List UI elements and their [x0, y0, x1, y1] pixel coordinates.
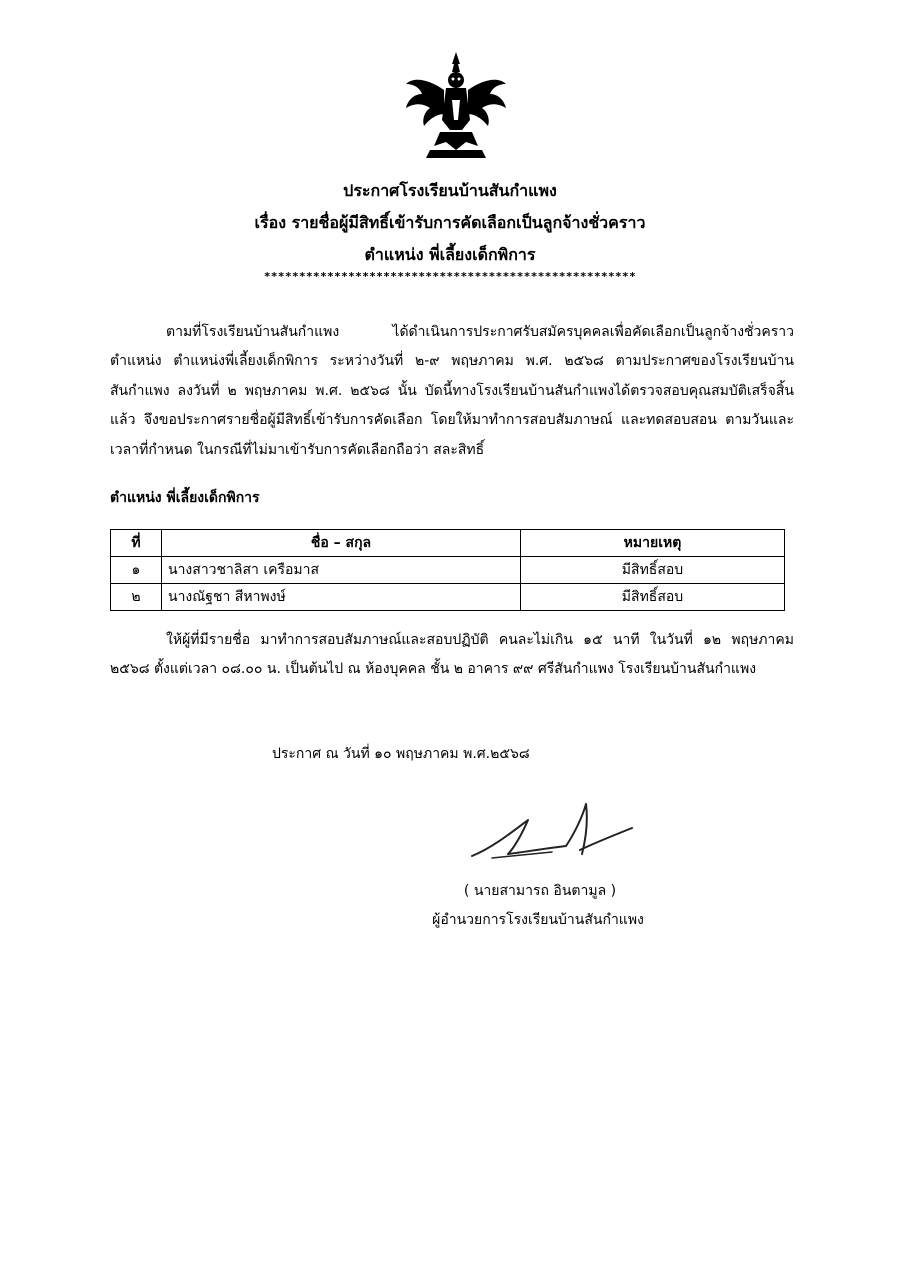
- asterisk-divider: *****************************************************: [263, 270, 637, 283]
- table-row: [111, 584, 785, 611]
- col-header-no: ที่: [111, 530, 162, 557]
- candidate-note: มีสิทธิ์สอบ: [521, 557, 785, 584]
- announcement-position: ตำแหน่ง พี่เลี้ยงเด็กพิการ: [364, 245, 536, 264]
- signer-title: ผู้อำนวยการโรงเรียนบ้านสันกำแพง: [432, 912, 644, 928]
- row-number: ๒: [111, 584, 162, 611]
- body-paragraph-2: [110, 626, 794, 685]
- candidate-table: [110, 529, 785, 611]
- table-row: [111, 557, 785, 584]
- announce-date: ประกาศ ณ วันที่ ๑๐ พฤษภาคม พ.ศ.๒๕๖๘: [272, 746, 530, 762]
- candidate-name: นางณัฐชา สีหาพงษ์: [162, 584, 521, 611]
- announcement-heading: ประกาศโรงเรียนบ้านสันกำแพง: [343, 181, 557, 200]
- col-header-name: ชื่อ – สกุล: [162, 530, 521, 557]
- paragraph-2-text: ให้ผู้ที่มีรายชื่อ มาทำการสอบสัมภาษณ์และสอบปฏิบัติ คนละไม่เกิน ๑๕ นาที ในวันที่ ๑๒ พฤษภาคม ๒๕๖๘ ตั้งแต่เวลา ๐๘.๐๐ น. เป็นต้นไป ณ ห้องบุคคล ชั้น ๒ อาคาร ๙๙ ศรีสันกำแพง โรงเรียนบ้านสันกำแพง: [110, 632, 794, 678]
- signer-name: ( นายสามารถ อินตามูล ): [463, 883, 617, 899]
- candidate-note: มีสิทธิ์สอบ: [521, 584, 785, 611]
- col-header-note: หมายเหตุ: [521, 530, 785, 557]
- announcement-subject: เรื่อง รายชื่อผู้มีสิทธิ์เข้ารับการคัดเลือกเป็นลูกจ้างชั่วคราว: [254, 213, 646, 232]
- candidate-name: นางสาวชาลิสา เครือมาส: [162, 557, 521, 584]
- body-paragraph-1: [110, 318, 794, 465]
- signature-icon: [462, 798, 642, 868]
- row-number: ๑: [111, 557, 162, 584]
- table-header-row: [111, 530, 785, 557]
- section-title: ตำแหน่ง พี่เลี้ยงเด็กพิการ: [110, 490, 260, 506]
- paragraph-1-text: ตามที่โรงเรียนบ้านสันกำแพง ได้ดำเนินการประกาศรับสมัครบุคคลเพื่อคัดเลือกเป็นลูกจ้างชั่วคราว ตำแหน่ง ตำแหน่งพี่เลี้ยงเด็กพิการ ระหว่างวันที่ ๒-๙ พฤษภาคม พ.ศ. ๒๕๖๘ ตามประกาศของโรงเรียนบ้านสันกำแพง ลงวันที่ ๒ พฤษภาคม พ.ศ. ๒๕๖๘ นั้น บัดนี้ทางโรงเรียนบ้านสันกำแพงได้ตรวจสอบคุณสมบัติเสร็จสิ้นแล้ว จึงขอประกาศรายชื่อผู้มีสิทธิ์เข้ารับการคัดเลือก โดยให้มาทำการสอบสัมภาษณ์ และทดสอบสอน ตามวันและเวลาที่กำหนด ในกรณีที่ไม่มาเข้ารับการคัดเลือกถือว่า สละสิทธิ์: [110, 324, 794, 458]
- garuda-emblem-icon: [400, 50, 512, 162]
